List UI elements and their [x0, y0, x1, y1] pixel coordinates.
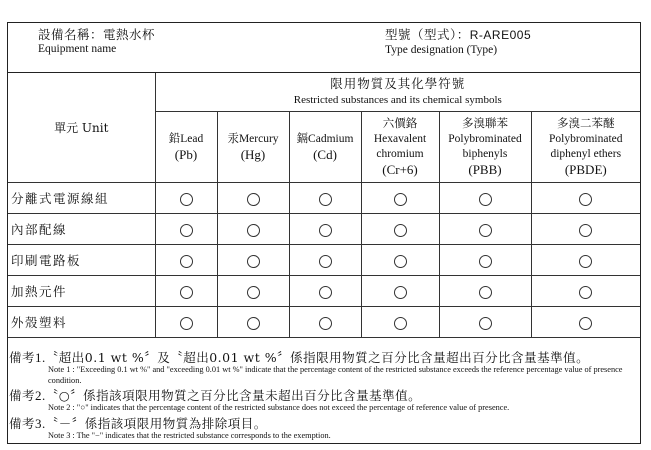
note-3-en: Note 3 : The "−" indicates that the restricted substance corresponds to the exemption. — [48, 430, 331, 440]
circle-mark-icon — [180, 317, 193, 330]
presence-cell — [155, 307, 217, 338]
circle-mark-icon — [479, 286, 492, 299]
presence-cell — [217, 245, 289, 276]
unit-header: 單元 Unit — [8, 73, 155, 183]
presence-cell — [439, 214, 531, 245]
presence-cell — [531, 245, 640, 276]
table-row — [8, 245, 640, 276]
substance-header-1 — [217, 112, 289, 183]
substance-header-2 — [289, 112, 361, 183]
substance-symbol: (PBB) — [468, 162, 502, 177]
equipment-name-block — [38, 27, 155, 57]
circle-mark-icon — [394, 193, 407, 206]
presence-cell — [361, 214, 439, 245]
substance-name: 鎘Cadmium — [296, 133, 354, 145]
presence-cell — [155, 245, 217, 276]
substance-name: 多溴二苯醚 — [557, 118, 615, 130]
circle-mark-icon — [479, 193, 492, 206]
presence-cell — [531, 276, 640, 307]
substance-symbol: (Cd) — [313, 147, 337, 162]
restricted-substances-header — [155, 73, 640, 112]
note-prefix: 備考 — [9, 350, 36, 365]
circle-mark-icon — [319, 224, 332, 237]
substance-symbol: (Hg) — [240, 147, 266, 162]
circle-mark-icon — [579, 286, 592, 299]
table-body — [8, 183, 640, 338]
circle-mark-icon — [579, 317, 592, 330]
presence-cell — [531, 183, 640, 214]
equipment-name-en: Equipment name — [38, 43, 117, 55]
presence-cell — [217, 214, 289, 245]
circle-mark-icon — [247, 317, 260, 330]
circle-mark-icon — [180, 286, 193, 299]
circle-mark-icon — [180, 193, 193, 206]
note-number: 2. — [35, 388, 46, 403]
circle-mark-icon — [319, 286, 332, 299]
document-header — [8, 23, 640, 73]
substance-symbol: (PBDE) — [564, 162, 607, 177]
circle-mark-icon — [394, 224, 407, 237]
presence-cell — [217, 307, 289, 338]
note-2-en: Note 2 : "○" indicates that the percentage content of the restricted substance does not exceed the percentage of reference value of presence. — [48, 403, 510, 412]
unit-name: 分離式電源線組 — [8, 183, 155, 214]
unit-name: 加熱元件 — [8, 276, 155, 307]
table-row — [8, 307, 640, 338]
note-text: 〝○〞係指該項限用物質之百分比含量未超出百分比含量基準值。 — [45, 388, 422, 403]
substance-header-3 — [361, 112, 439, 183]
equipment-name-zh: 設備名稱：電熱水杯 — [38, 27, 156, 42]
circle-mark-icon — [319, 317, 332, 330]
presence-cell — [217, 183, 289, 214]
type-designation-en: Type designation (Type) — [385, 44, 498, 56]
note-prefix: 備考 — [9, 415, 36, 431]
circle-mark-icon — [247, 224, 260, 237]
presence-cell — [531, 307, 640, 338]
type-model-number: R-ARE005 — [469, 28, 532, 42]
note-text: 〝－〞係指該項限用物質為排除項目。 — [45, 415, 267, 431]
presence-cell — [155, 214, 217, 245]
note-number: 3. — [35, 415, 46, 431]
presence-cell — [217, 276, 289, 307]
circle-mark-icon — [319, 193, 332, 206]
presence-cell — [531, 214, 640, 245]
note-text: 〝超出0.1 wt %〞及〝超出0.01 wt %〞係指限用物質之百分比含量超出百分比含量基準值。 — [45, 350, 590, 365]
circle-mark-icon — [319, 255, 332, 268]
substance-name: 鉛Lead — [168, 133, 204, 145]
presence-cell — [289, 214, 361, 245]
type-designation-label: 型號（型式）： — [385, 27, 470, 42]
circle-mark-icon — [247, 286, 260, 299]
substance-name-en: Polybrominated diphenyl ethers — [549, 133, 623, 160]
circle-mark-icon — [579, 193, 592, 206]
circle-mark-icon — [247, 255, 260, 268]
circle-mark-icon — [180, 255, 193, 268]
presence-cell — [361, 183, 439, 214]
table-row — [8, 183, 640, 214]
substance-name-en: Hexavalent chromium — [373, 133, 427, 160]
substance-name: 六價鉻 — [382, 118, 418, 130]
note-number: 1. — [35, 350, 46, 365]
note-prefix: 備考 — [9, 388, 36, 403]
note-3-zh — [8, 416, 640, 431]
note-1-en: Note 1 : "Exceeding 0.1 wt %" and "exceeding 0.01 wt %" indicate that the percentage content of the restricted substance exceeds the reference percentage value of presence condition. — [48, 365, 623, 385]
circle-mark-icon — [180, 224, 193, 237]
presence-cell — [289, 276, 361, 307]
type-designation-block — [385, 27, 531, 58]
presence-cell — [361, 245, 439, 276]
circle-mark-icon — [394, 317, 407, 330]
circle-mark-icon — [247, 193, 260, 206]
presence-cell — [439, 183, 531, 214]
presence-cell — [361, 307, 439, 338]
circle-mark-icon — [579, 255, 592, 268]
circle-mark-icon — [479, 224, 492, 237]
presence-cell — [439, 276, 531, 307]
substance-name: 多溴聯苯 — [462, 118, 508, 130]
rohs-declaration-frame — [7, 22, 641, 444]
substance-header-4 — [439, 112, 531, 183]
presence-cell — [155, 276, 217, 307]
circle-mark-icon — [579, 224, 592, 237]
unit-name: 印刷電路板 — [8, 245, 155, 276]
substance-name-en: Polybrominated biphenyls — [448, 133, 522, 160]
unit-name: 外殼塑料 — [8, 307, 155, 338]
presence-cell — [289, 245, 361, 276]
presence-cell — [155, 183, 217, 214]
presence-cell — [289, 183, 361, 214]
table-row — [8, 276, 640, 307]
substance-header-0 — [155, 112, 217, 183]
note-1-zh — [8, 350, 640, 365]
type-designation-zh — [385, 27, 531, 43]
circle-mark-icon — [394, 286, 407, 299]
unit-name: 內部配線 — [8, 214, 155, 245]
presence-cell — [361, 276, 439, 307]
circle-mark-icon — [479, 317, 492, 330]
notes-section — [8, 350, 640, 443]
substance-symbol: (Pb) — [174, 147, 198, 162]
substance-name: 汞Mercury — [227, 133, 279, 145]
restricted-substances-zh: 限用物質及其化學符號 — [330, 76, 466, 91]
table-row — [8, 214, 640, 245]
presence-cell — [289, 307, 361, 338]
substance-header-5 — [531, 112, 640, 183]
note-2-zh — [8, 388, 640, 403]
presence-cell — [439, 245, 531, 276]
presence-cell — [439, 307, 531, 338]
substance-symbol: (Cr+6) — [382, 162, 418, 177]
circle-mark-icon — [394, 255, 407, 268]
restricted-substances-table — [8, 73, 640, 338]
circle-mark-icon — [479, 255, 492, 268]
restricted-substances-en: Restricted substances and its chemical symbols — [293, 94, 502, 106]
